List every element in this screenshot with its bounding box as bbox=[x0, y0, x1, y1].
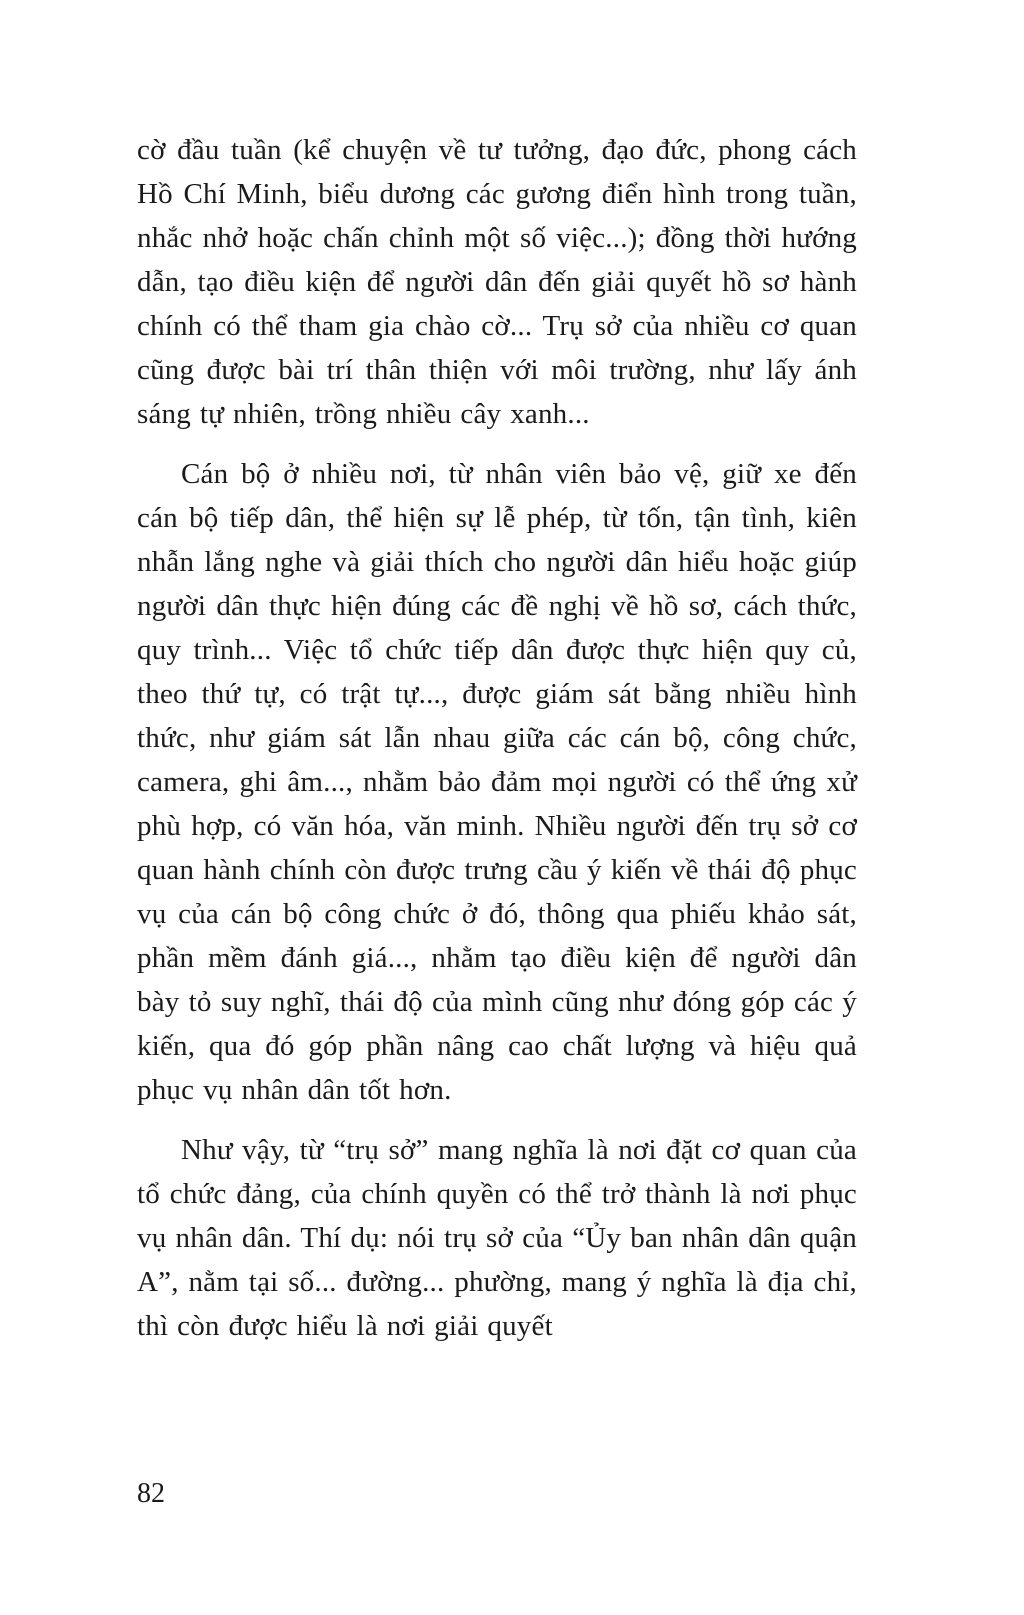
page-text bbox=[137, 128, 857, 1348]
page-number: 82 bbox=[137, 1478, 165, 1509]
paragraph-continuation: cờ đầu tuần (kể chuyện về tư tưởng, đạo đức, phong cách Hồ Chí Minh, biểu dương các gương điển hình trong tuần, nhắc nhở hoặc chấn chỉnh một số việc...); đồng thời hướng dẫn, tạo điều kiện để người dân đến giải quyết hồ sơ hành chính có thể tham gia chào cờ... Trụ sở của nhiều cơ quan cũng được bài trí thân thiện với môi trường, như lấy ánh sáng tự nhiên, trồng nhiều cây xanh... bbox=[137, 134, 857, 430]
paragraph-can-bo: Cán bộ ở nhiều nơi, từ nhân viên bảo vệ, giữ xe đến cán bộ tiếp dân, thể hiện sự lễ phép, từ tốn, tận tình, kiên nhẫn lắng nghe và giải thích cho người dân hiểu hoặc giúp người dân thực hiện đúng các đề nghị về hồ sơ, cách thức, quy trình... Việc tổ chức tiếp dân được thực hiện quy củ, theo thứ tự, có trật tự..., được giám sát bằng nhiều hình thức, như giám sát lẫn nhau giữa các cán bộ, công chức, camera, ghi âm..., nhằm bảo đảm mọi người có thể ứng xử phù hợp, có văn hóa, văn minh. Nhiều người đến trụ sở cơ quan hành chính còn được trưng cầu ý kiến về thái độ phục vụ của cán bộ công chức ở đó, thông qua phiếu khảo sát, phần mềm đánh giá..., nhằm tạo điều kiện để người dân bày tỏ suy nghĩ, thái độ của mình cũng như đóng góp các ý kiến, qua đó góp phần nâng cao chất lượng và hiệu quả phục vụ nhân dân tốt hơn. bbox=[137, 458, 857, 1106]
paragraph-nhu-vay: Như vậy, từ “trụ sở” mang nghĩa là nơi đặt cơ quan của tổ chức đảng, của chính quyền có thể trở thành là nơi phục vụ nhân dân. Thí dụ: nói trụ sở của “Ủy ban nhân dân quận A”, nằm tại số... đường... phường, mang ý nghĩa là địa chỉ, thì còn được hiểu là nơi giải quyết bbox=[137, 1134, 857, 1342]
